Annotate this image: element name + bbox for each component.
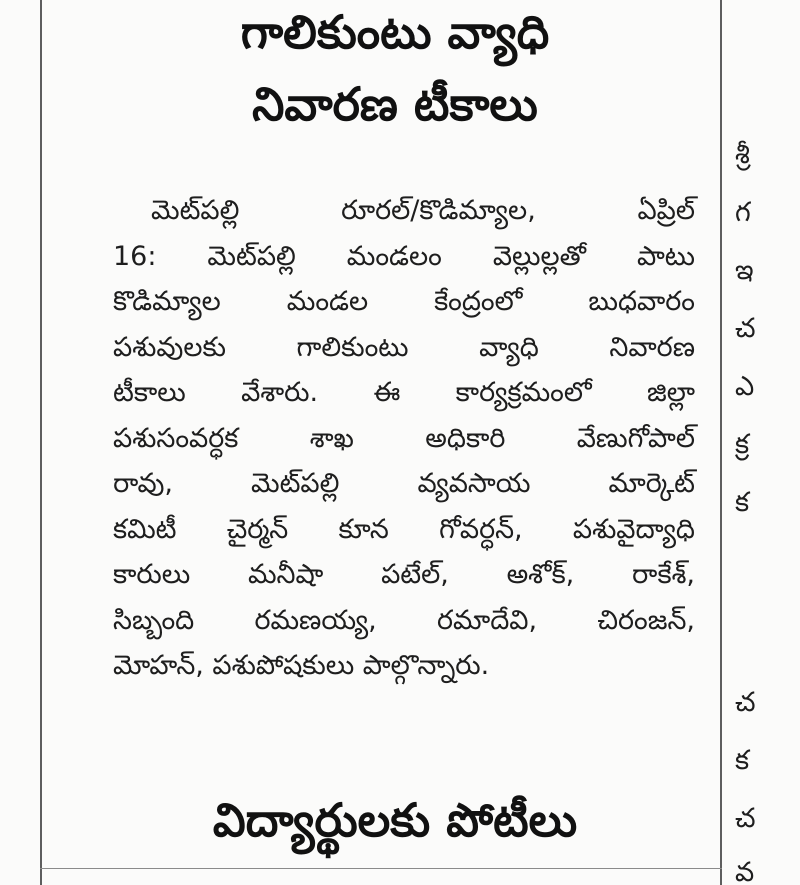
body-line: మెట్‌పల్లి రూరల్/కొడిమ్యాల, ఏప్రిల్ (151, 195, 695, 226)
body-line: కమిటీ చైర్మన్ కూన గోవర్ధన్, పశువైద్యాధి (113, 513, 695, 545)
fragment-text: వ (735, 857, 755, 885)
column-rule-left (40, 0, 42, 885)
column-rule-right (720, 0, 722, 885)
body-line: పశుసంవర్ధక శాఖ అధికారి వేణుగోపాల్ (113, 422, 695, 454)
headline-line-1: గాలికుంటు వ్యాధి (240, 5, 550, 59)
fragment-text: క (735, 487, 750, 518)
fragment-text: క (735, 745, 750, 776)
column-rule-bottom (40, 868, 722, 869)
headline-line-2: నివారణ టీకాలు (252, 77, 538, 131)
adjacent-column-fragment (735, 0, 800, 885)
fragment-text: చ (735, 687, 756, 718)
fragment-text: గ (735, 197, 751, 228)
body-line: కారులు మనీషా పటేల్, అశోక్, రాకేశ్, (113, 559, 695, 590)
body-line: మోహన్, పశుపోషకులు పాల్గొన్నారు. (113, 650, 490, 681)
body-line: రావు, మెట్‌పల్లి వ్యవసాయ మార్కెట్ (113, 468, 695, 499)
body-line: టీకాలు వేశారు. ఈ కార్యక్రమంలో జిల్లా (113, 377, 695, 408)
fragment-text: శ్రీ (735, 139, 750, 170)
fragment-text: క్ర (735, 429, 750, 460)
body-line: కొడిమ్యాల మండల కేంద్రంలో బుధవారం (113, 286, 695, 317)
body-line: సిబ్బంది రమణయ్య, రమాదేవి, చిరంజన్, (113, 604, 695, 636)
next-article-headline: విద్యార్థులకు పోటీలు (212, 793, 578, 847)
fragment-text: చ (735, 313, 756, 344)
fragment-text: ఇ (735, 255, 754, 286)
body-line: పశువులకు గాలికుంటు వ్యాధి నివారణ (113, 331, 695, 363)
fragment-text: చ (735, 803, 756, 834)
article-body (113, 188, 695, 689)
fragment-text: ఎ (735, 371, 755, 402)
body-line: 16: మెట్‌పల్లి మండలం వెల్లుల్లతో పాటు (113, 240, 695, 272)
